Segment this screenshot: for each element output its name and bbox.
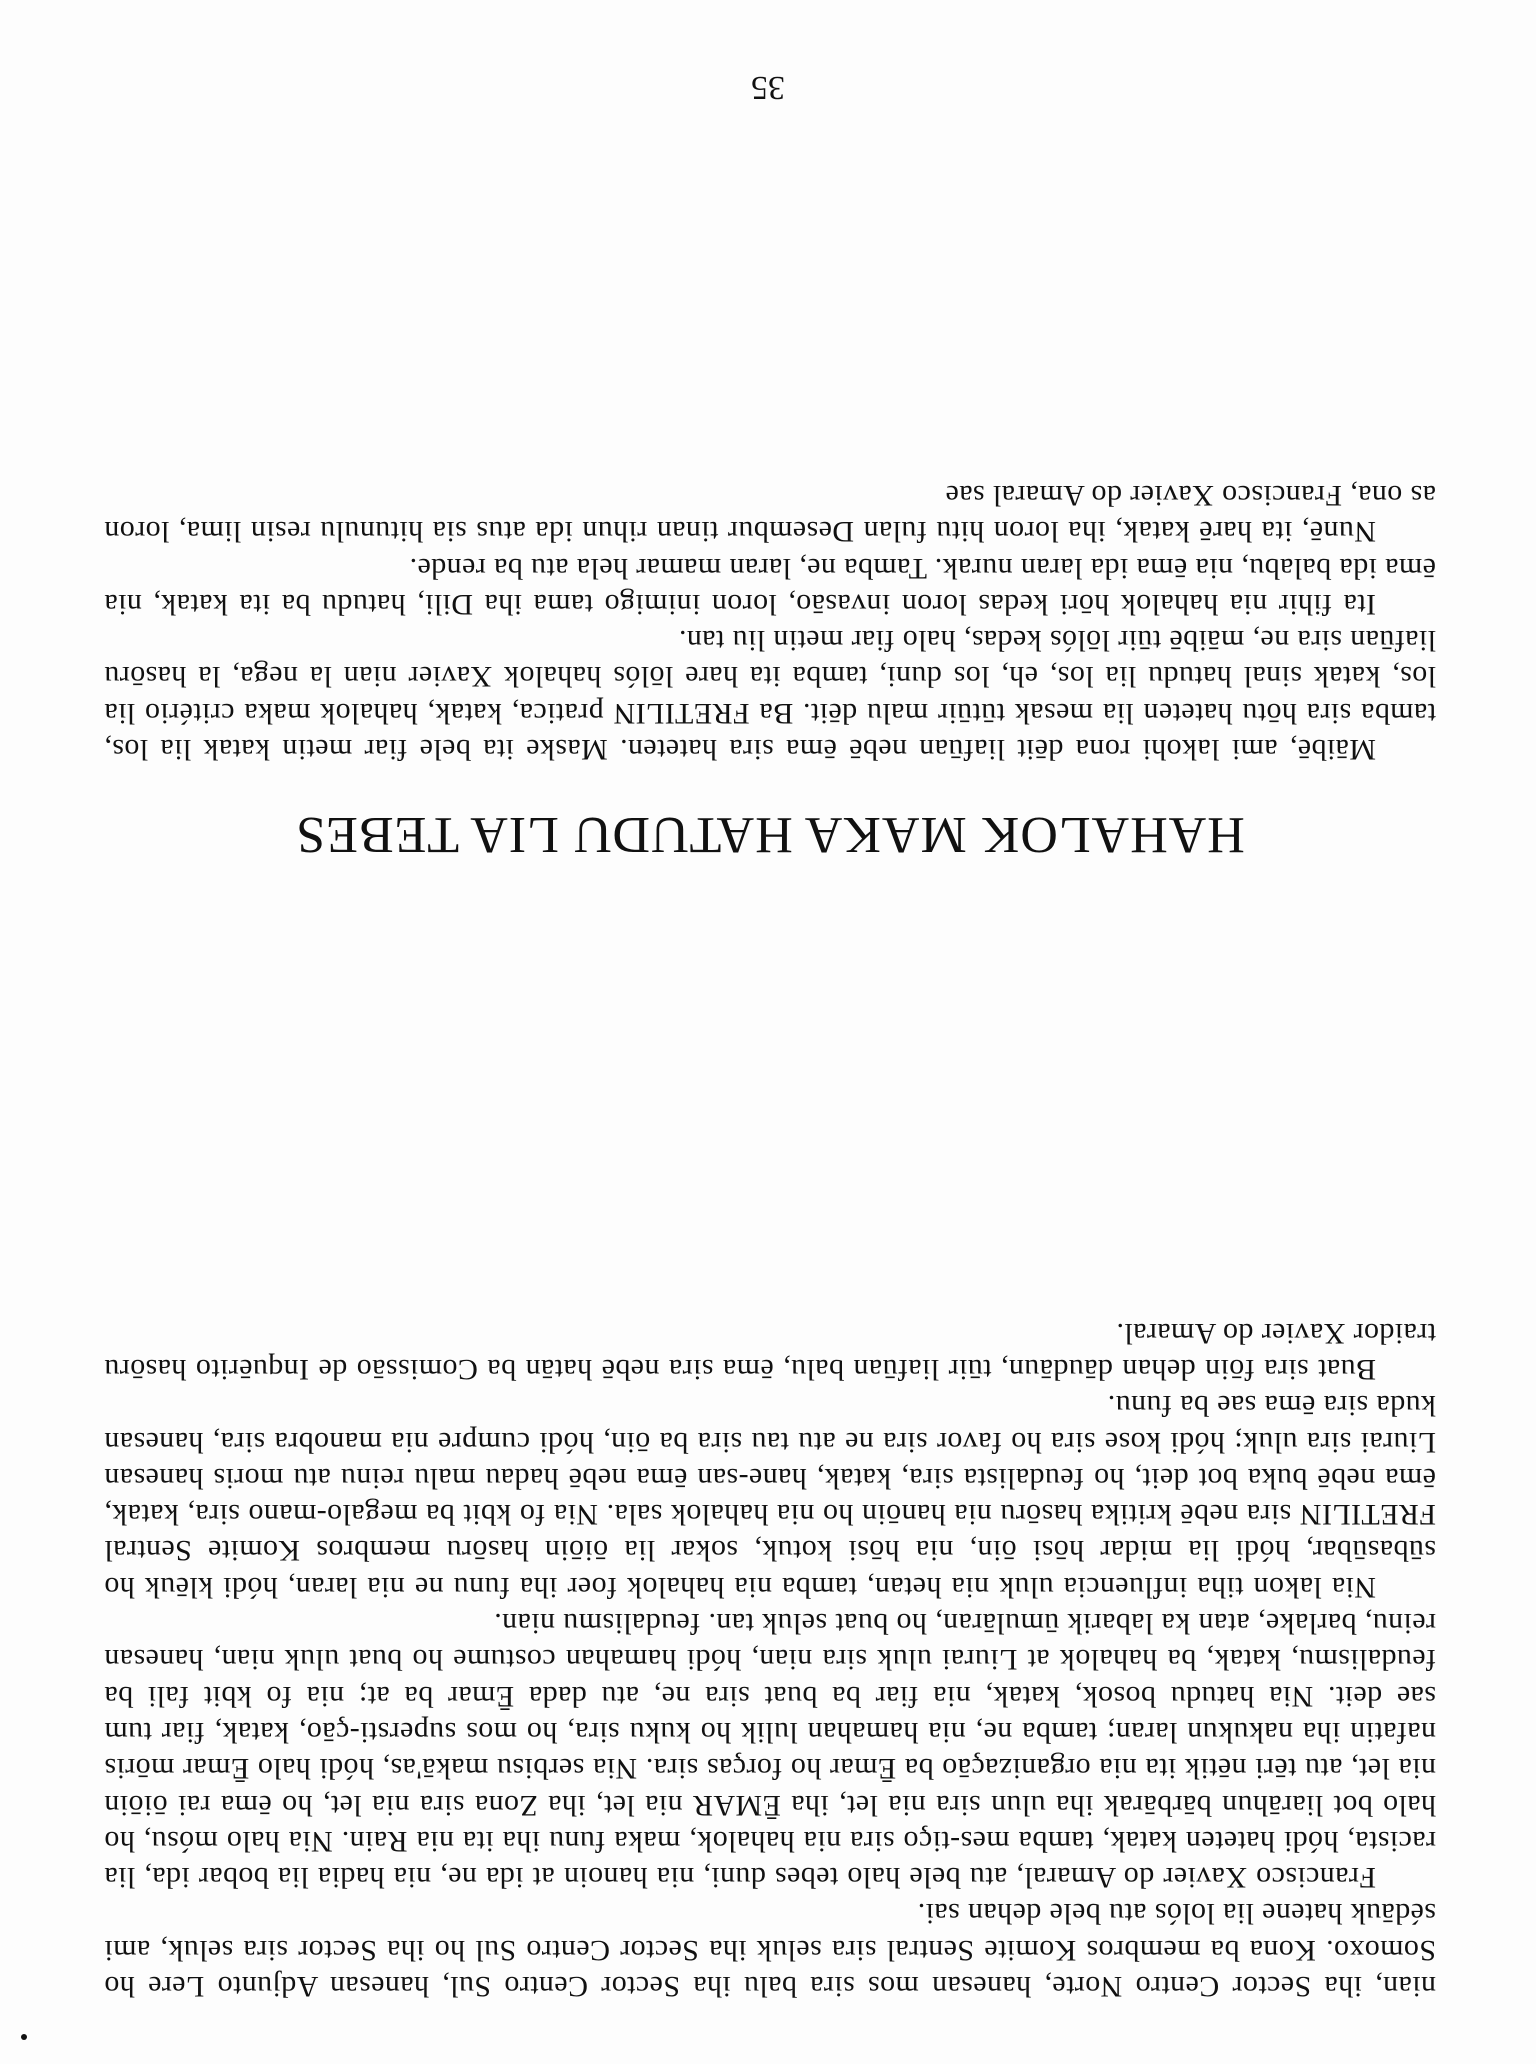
paragraph: Ita fihir nia hahalok hōri kedas loron invasāo, loron inimigo tama iha Dili, hatudu ba ita katak, nia ēma ida balabu, nia ēma ida laran nurak. Tamba ne, laran mamar hela atu ba rende.	[104, 551, 1436, 621]
paragraph: Buat sira fōin dehan dāudāun, tūir liafūan balu, ēma sira nebē hatān ba Comissāo de Inquērito hasōru traidor Xavier do Amaral.	[104, 1316, 1436, 1386]
paragraph: nian, iha Sector Centro Norte, hanesan mos sira balu iha Sector Centro Sul, hanesan Adjunto Lere ho Somoxo. Kona ba membros Komite Sentral sira seluk iha Sector Centro Sul ho iha Sector sira seluk, ami sédāuk hatene lia lolós atu bele dehan sai.	[104, 1897, 1436, 2003]
paragraph: Māibē, ami lakohi rona dēit liafūan nebē ēma sira hateten. Maske ita bele fiar metin katak lia los, tamba sira hōtu hateten lia mesak tūtūir malu dēit. Ba FRETILIN pratica, katak, hahalok maka critério lia los, katak sinal hatudu lia los, eh, los duni, tamba ita hare lōlós hahalok Xavier nian la nega, la hasōru liafūan sira ne, māibē tūir lōlós kedas, halo fiar metin liu tan.	[104, 624, 1436, 766]
page-number: 35	[751, 69, 785, 106]
section-heading: HAHALOK MAKA HATUDU LIA TEBES	[295, 806, 1245, 863]
paragraph: Nunē, ita harē katak, iha loron hitu fulan Desembur tinan rihun ida atus sia hitunulu resin lima, loron as ona, Francisco Xavier do Amaral sae	[104, 478, 1436, 549]
scan-speck	[21, 2034, 27, 2040]
paragraph: Nia lakon tiha influencia uluk nia hetan, tamba nia hahalok foer iha funu ne nia laran, hódi klēuk ho sūbasūbar, hódi lia midar hōsi ōin, nia hōsi kotuk, sokar lia ōiōin hasōru membros Komite Sentral FRETILIN sira nebē kritika hasōru nia hanōin ho nia hahalok sala. Nia fo kbit ba megalo-mano sira, katak, ēma nebē buka bot deit, ho feudalista sira, katak, hane-san ēma nebē hadau malu reinu atu moris hanesan Liurai sira uluk; hódi kose sira ho favor sira ne atu tau sira ba ōin, hódi cumpre nia manobra sira, hanesan kuda sira ēma sae ba funu.	[104, 1389, 1436, 1604]
paragraph: Francisco Xavier do Amaral, atu bele halo tebes duni, nia hanoin at ida ne, nia hadia lia bobar ida, lia racista, hódi hateten katak, tamba mes-tiço sira nia hahalok, maka funu iha ita nia Rain. Nia halo mósu, ho halo bot liarāhun bārbārak iha ulun sira nia let, iha ĒMAR nia let, iha Zona sira nia let, ho ēma rai ōiōin nia let, atu tēri nētik ita nia organizaçāo ba Ēmar ho forças sira. Nia serbisu makā'as, hódi halo Ēmar mōris nafatin iha nakukun laran; tamba ne, nia hamahan lulik ho kuku sira, ho mos supersti-çāo, katak, fiar tum sae deit. Nia hatudu bosok, katak, nia fiar ba buat sira ne, atu dada Ēmar ba at; nia fo kbit fali ba feudalismu, katak, ba hahalok at Liurai uluk sira nian, hódi hamahan costume ho buat uluk nian, hanesan reinu, barlake, atan ka labarik ūmulāran, ho buat seluk tan. feudalismu nian.	[104, 1607, 1436, 1895]
